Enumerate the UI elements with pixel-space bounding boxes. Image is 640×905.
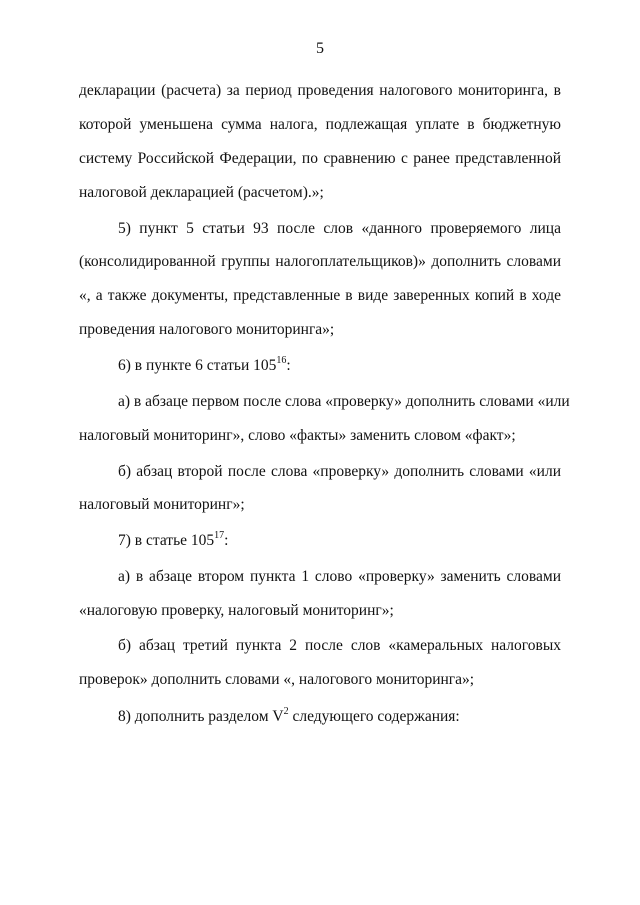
- line-text: следующего содержания:: [288, 708, 460, 725]
- text-line: (консолидированной группы налогоплательщиков)» дополнить словами: [79, 253, 561, 270]
- text-line: «налоговую проверку, налоговый мониторинг»;: [79, 602, 394, 619]
- text-line: б) абзац третий пункта 2 после слов «камеральных налоговых: [118, 637, 561, 654]
- page-number: 5: [316, 40, 324, 57]
- line-text: 8) дополнить разделом V: [118, 708, 284, 725]
- text-line: а) в абзаце первом после слова «проверку» дополнить словами «или: [118, 393, 570, 410]
- line-text: 6) в пункте 6 статьи 105: [118, 357, 277, 374]
- text-line: а) в абзаце втором пункта 1 слово «проверку» заменить словами: [118, 568, 561, 585]
- text-line: налоговый мониторинг», слово «факты» заменить словом «факт»;: [79, 427, 516, 444]
- superscript: 2: [283, 706, 289, 717]
- text-line: б) абзац второй после слова «проверку» дополнить словами «или: [118, 463, 561, 480]
- line-text: :: [224, 532, 229, 549]
- line-text: 7) в статье 105: [118, 532, 215, 549]
- text-line: [118, 707, 460, 727]
- text-line: налоговый мониторинг»;: [79, 496, 245, 513]
- text-line: налоговой декларацией (расчетом).»;: [79, 184, 324, 201]
- text-line: проведения налогового мониторинга»;: [79, 321, 335, 338]
- superscript: 17: [214, 530, 225, 541]
- line-text: :: [286, 357, 291, 374]
- text-line: «, а также документы, представленные в виде заверенных копий в ходе: [79, 287, 561, 304]
- text-line: которой уменьшена сумма налога, подлежащая уплате в бюджетную: [79, 116, 561, 133]
- text-line: [118, 531, 228, 551]
- text-line: [118, 356, 291, 376]
- text-line: декларации (расчета) за период проведения налогового мониторинга, в: [79, 82, 561, 99]
- superscript: 16: [276, 355, 287, 366]
- text-line: проверок» дополнить словами «, налогового мониторинга»;: [79, 671, 475, 688]
- text-line: систему Российской Федерации, по сравнению с ранее представленной: [79, 150, 561, 167]
- text-line: 5) пункт 5 статьи 93 после слов «данного проверяемого лица: [118, 220, 561, 237]
